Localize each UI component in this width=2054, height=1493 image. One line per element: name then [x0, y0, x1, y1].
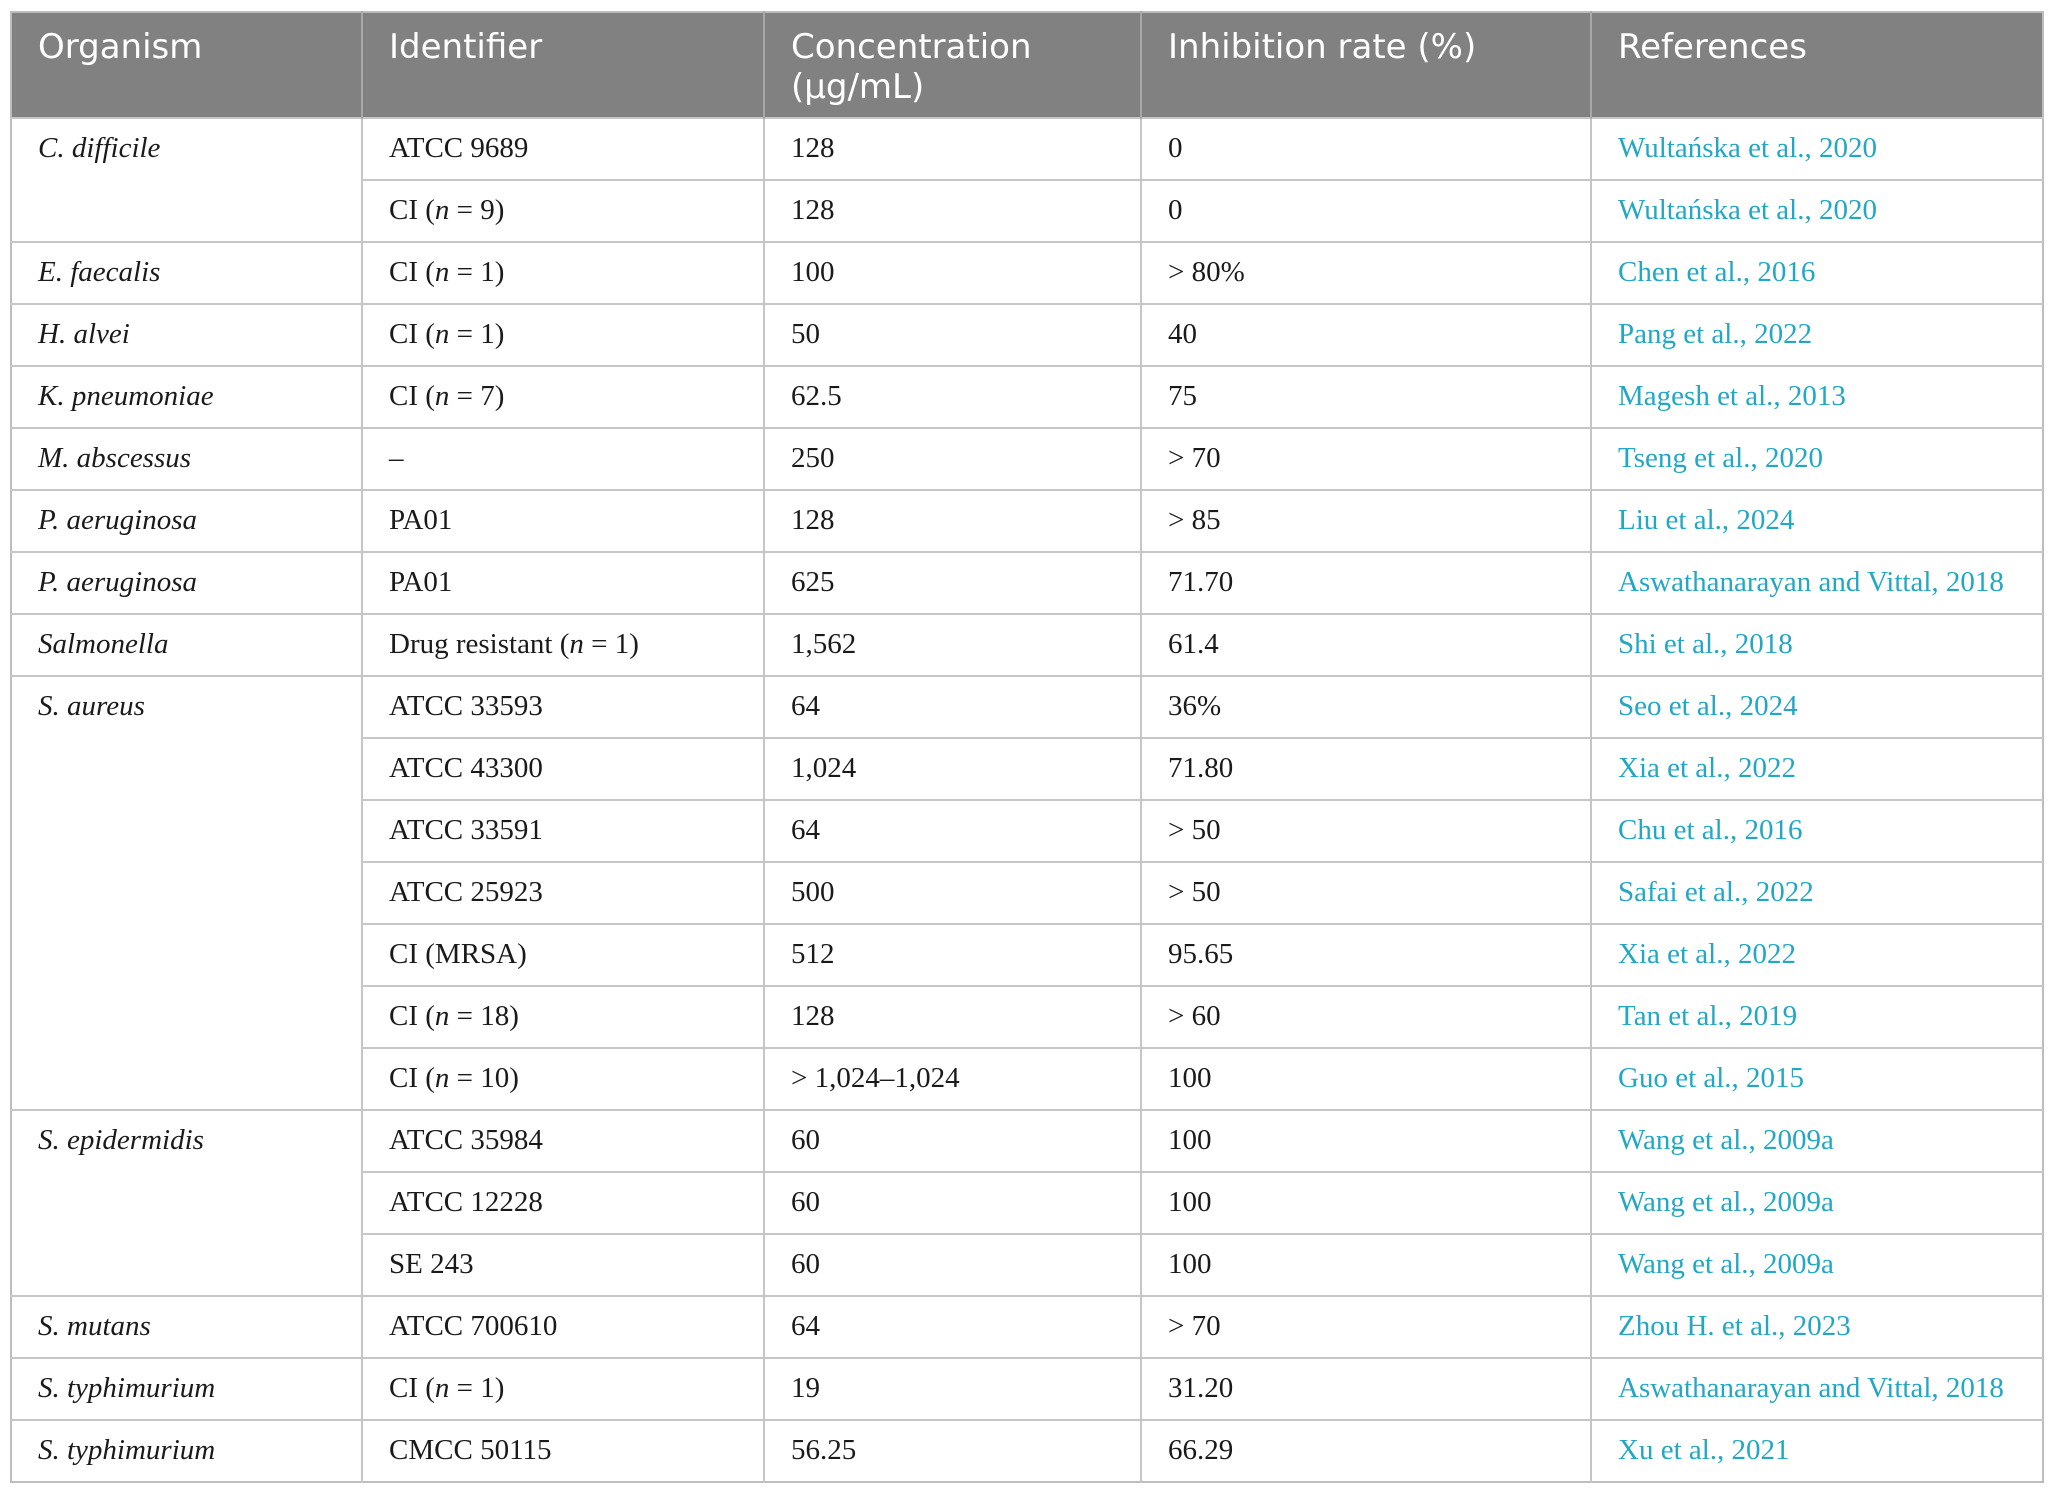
cell-identifier: PA01 [362, 552, 764, 614]
cell-inhibition-rate: 66.29 [1141, 1420, 1591, 1482]
cell-concentration: 128 [764, 490, 1141, 552]
cell-inhibition-rate: 100 [1141, 1048, 1591, 1110]
cell-inhibition-rate: 100 [1141, 1172, 1591, 1234]
cell-identifier: ATCC 25923 [362, 862, 764, 924]
table-row [11, 304, 2043, 366]
cell-identifier: CI (n = 18) [362, 986, 764, 1048]
cell-inhibition-rate: > 50 [1141, 862, 1591, 924]
table-row [11, 428, 2043, 490]
cell-organism: M. abscessus [11, 428, 362, 490]
cell-concentration: 1,024 [764, 738, 1141, 800]
cell-inhibition-rate: > 50 [1141, 800, 1591, 862]
cell-concentration: 625 [764, 552, 1141, 614]
cell-organism: C. difficile [11, 118, 362, 242]
table-row [11, 1296, 2043, 1358]
data-table [10, 11, 2044, 1483]
cell-inhibition-rate: 40 [1141, 304, 1591, 366]
table-row [11, 242, 2043, 304]
header-organism: Organism [11, 12, 362, 118]
cell-reference[interactable]: Magesh et al., 2013 [1591, 366, 2043, 428]
cell-reference[interactable]: Pang et al., 2022 [1591, 304, 2043, 366]
cell-inhibition-rate: > 85 [1141, 490, 1591, 552]
header-concentration: Concentration (µg/mL) [764, 12, 1141, 118]
table-row [11, 1358, 2043, 1420]
cell-inhibition-rate: > 70 [1141, 428, 1591, 490]
cell-identifier: CI (n = 1) [362, 1358, 764, 1420]
cell-inhibition-rate: > 70 [1141, 1296, 1591, 1358]
cell-reference[interactable]: Tseng et al., 2020 [1591, 428, 2043, 490]
cell-identifier: SE 243 [362, 1234, 764, 1296]
table-header [11, 12, 2043, 118]
cell-concentration: 128 [764, 180, 1141, 242]
cell-identifier: CMCC 50115 [362, 1420, 764, 1482]
cell-identifier: ATCC 43300 [362, 738, 764, 800]
cell-inhibition-rate: > 80% [1141, 242, 1591, 304]
cell-identifier: ATCC 9689 [362, 118, 764, 180]
cell-identifier: CI (n = 1) [362, 304, 764, 366]
cell-reference[interactable]: Zhou H. et al., 2023 [1591, 1296, 2043, 1358]
cell-inhibition-rate: 71.70 [1141, 552, 1591, 614]
cell-concentration: 60 [764, 1110, 1141, 1172]
cell-concentration: 56.25 [764, 1420, 1141, 1482]
cell-reference[interactable]: Wultańska et al., 2020 [1591, 180, 2043, 242]
table-row [11, 118, 2043, 180]
cell-concentration: 512 [764, 924, 1141, 986]
cell-concentration: 64 [764, 1296, 1141, 1358]
cell-organism: P. aeruginosa [11, 490, 362, 552]
cell-concentration: 500 [764, 862, 1141, 924]
cell-organism: S. aureus [11, 676, 362, 1110]
cell-concentration: 250 [764, 428, 1141, 490]
cell-concentration: 1,562 [764, 614, 1141, 676]
cell-reference[interactable]: Xu et al., 2021 [1591, 1420, 2043, 1482]
cell-identifier: ATCC 33593 [362, 676, 764, 738]
cell-organism: S. mutans [11, 1296, 362, 1358]
cell-inhibition-rate: 0 [1141, 118, 1591, 180]
header-inhibition-rate: Inhibition rate (%) [1141, 12, 1591, 118]
cell-concentration: 128 [764, 986, 1141, 1048]
data-table-container [10, 11, 2042, 1483]
cell-reference[interactable]: Wultańska et al., 2020 [1591, 118, 2043, 180]
table-body [11, 118, 2043, 1482]
table-row [11, 676, 2043, 738]
cell-concentration: 19 [764, 1358, 1141, 1420]
cell-identifier: Drug resistant (n = 1) [362, 614, 764, 676]
table-row [11, 1110, 2043, 1172]
cell-inhibition-rate: 71.80 [1141, 738, 1591, 800]
cell-reference[interactable]: Tan et al., 2019 [1591, 986, 2043, 1048]
cell-reference[interactable]: Shi et al., 2018 [1591, 614, 2043, 676]
cell-concentration: 60 [764, 1172, 1141, 1234]
header-references: References [1591, 12, 2043, 118]
cell-identifier: CI (n = 7) [362, 366, 764, 428]
cell-organism: H. alvei [11, 304, 362, 366]
cell-inhibition-rate: 100 [1141, 1234, 1591, 1296]
table-row [11, 614, 2043, 676]
cell-identifier: PA01 [362, 490, 764, 552]
cell-identifier: CI (n = 10) [362, 1048, 764, 1110]
cell-concentration: 62.5 [764, 366, 1141, 428]
cell-inhibition-rate: 61.4 [1141, 614, 1591, 676]
cell-reference[interactable]: Guo et al., 2015 [1591, 1048, 2043, 1110]
cell-reference[interactable]: Wang et al., 2009a [1591, 1110, 2043, 1172]
cell-identifier: ATCC 35984 [362, 1110, 764, 1172]
cell-inhibition-rate: 36% [1141, 676, 1591, 738]
cell-reference[interactable]: Xia et al., 2022 [1591, 738, 2043, 800]
cell-inhibition-rate: 31.20 [1141, 1358, 1591, 1420]
cell-reference[interactable]: Aswathanarayan and Vittal, 2018 [1591, 552, 2043, 614]
cell-identifier: CI (n = 9) [362, 180, 764, 242]
cell-concentration: 50 [764, 304, 1141, 366]
cell-reference[interactable]: Wang et al., 2009a [1591, 1172, 2043, 1234]
cell-inhibition-rate: > 60 [1141, 986, 1591, 1048]
cell-concentration: 64 [764, 676, 1141, 738]
cell-reference[interactable]: Aswathanarayan and Vittal, 2018 [1591, 1358, 2043, 1420]
table-row [11, 366, 2043, 428]
cell-organism: E. faecalis [11, 242, 362, 304]
cell-identifier: CI (n = 1) [362, 242, 764, 304]
cell-identifier: – [362, 428, 764, 490]
cell-reference[interactable]: Xia et al., 2022 [1591, 924, 2043, 986]
cell-concentration: 60 [764, 1234, 1141, 1296]
cell-reference[interactable]: Chen et al., 2016 [1591, 242, 2043, 304]
cell-inhibition-rate: 95.65 [1141, 924, 1591, 986]
cell-reference[interactable]: Chu et al., 2016 [1591, 800, 2043, 862]
cell-organism: S. typhimurium [11, 1420, 362, 1482]
cell-identifier: ATCC 33591 [362, 800, 764, 862]
cell-inhibition-rate: 0 [1141, 180, 1591, 242]
table-row [11, 552, 2043, 614]
cell-identifier: CI (MRSA) [362, 924, 764, 986]
cell-inhibition-rate: 100 [1141, 1110, 1591, 1172]
cell-organism: S. typhimurium [11, 1358, 362, 1420]
cell-reference[interactable]: Seo et al., 2024 [1591, 676, 2043, 738]
cell-organism: K. pneumoniae [11, 366, 362, 428]
cell-organism: P. aeruginosa [11, 552, 362, 614]
cell-reference[interactable]: Safai et al., 2022 [1591, 862, 2043, 924]
cell-inhibition-rate: 75 [1141, 366, 1591, 428]
cell-identifier: ATCC 12228 [362, 1172, 764, 1234]
cell-concentration: 128 [764, 118, 1141, 180]
cell-identifier: ATCC 700610 [362, 1296, 764, 1358]
cell-concentration: > 1,024–1,024 [764, 1048, 1141, 1110]
table-row [11, 490, 2043, 552]
cell-organism: S. epidermidis [11, 1110, 362, 1296]
cell-reference[interactable]: Wang et al., 2009a [1591, 1234, 2043, 1296]
header-row [11, 12, 2043, 118]
cell-concentration: 64 [764, 800, 1141, 862]
cell-organism: Salmonella [11, 614, 362, 676]
cell-concentration: 100 [764, 242, 1141, 304]
cell-reference[interactable]: Liu et al., 2024 [1591, 490, 2043, 552]
table-row [11, 1420, 2043, 1482]
header-identifier: Identifier [362, 12, 764, 118]
